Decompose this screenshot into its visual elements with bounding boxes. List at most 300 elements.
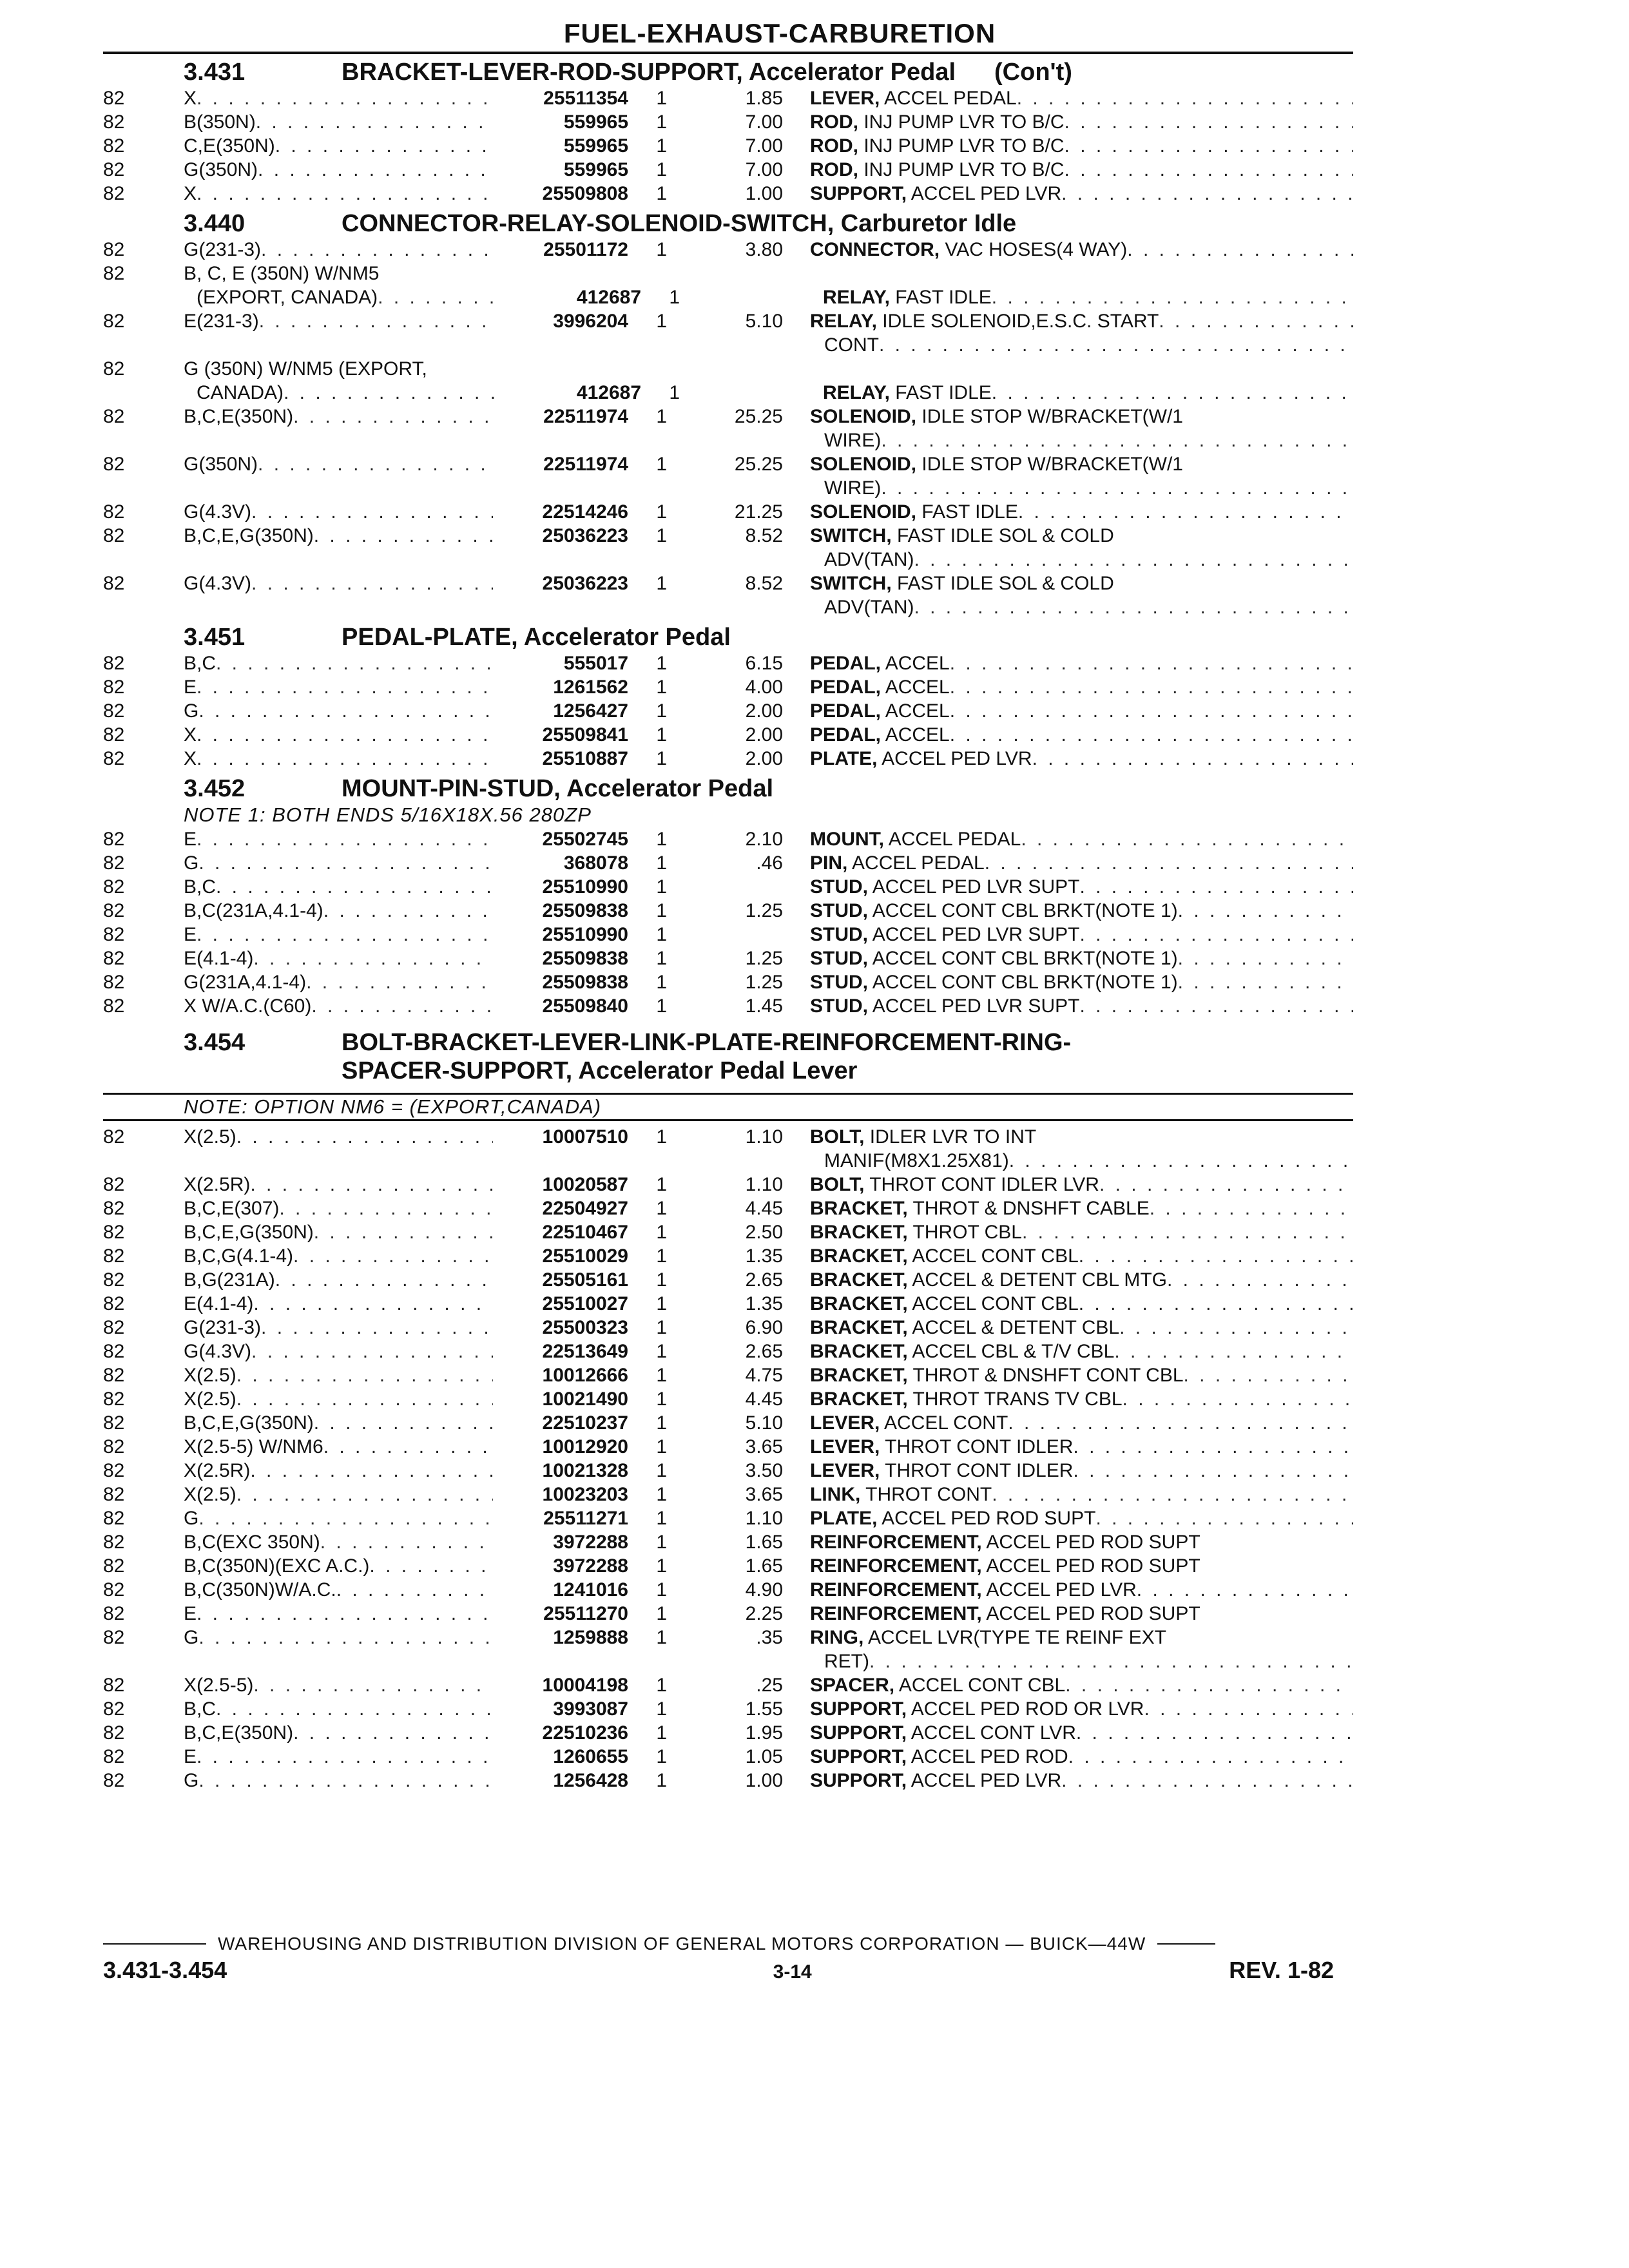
application-text: E(4.1-4): [184, 1293, 254, 1314]
section-name: [342, 58, 1327, 86]
description-text: [810, 1173, 1099, 1196]
part-row: [103, 182, 1327, 206]
list-price: 3.65: [745, 1484, 783, 1505]
model-year: 82: [103, 1675, 125, 1696]
description-noun: BRACKET,: [810, 1317, 908, 1338]
model-year: 82: [103, 724, 125, 745]
description-detail: THROT CBL: [912, 1222, 1022, 1243]
list-price: 7.00: [745, 159, 783, 180]
description-detail: THROT CONT IDLER LVR: [869, 1174, 1099, 1195]
model-year: 82: [103, 1627, 125, 1648]
part-row: [103, 357, 1327, 381]
model-year: 82: [103, 573, 125, 594]
description-noun: ROD,: [810, 135, 858, 157]
application-text: E: [184, 924, 197, 945]
description-noun: SUPPORT,: [810, 1698, 907, 1720]
part-number: 1256427: [493, 699, 628, 723]
list-price: 1.00: [745, 1770, 783, 1791]
description: [810, 428, 1353, 452]
description-detail: THROT CONT IDLER: [885, 1460, 1074, 1481]
application-text: B,C(350N)(EXC A.C.): [184, 1555, 370, 1577]
description-text: [810, 572, 1114, 595]
description-noun: SWITCH,: [810, 525, 892, 546]
leader-dots: [992, 1483, 1353, 1506]
model-year: 82: [103, 1460, 125, 1481]
list-price: [673, 548, 810, 572]
description-detail: ACCEL CONT LVR: [911, 1722, 1076, 1744]
description-noun: RELAY,: [823, 382, 890, 403]
part-row: [103, 548, 1327, 572]
leader-dots: [1009, 1149, 1353, 1173]
description-noun: BRACKET,: [810, 1293, 908, 1314]
application-text: E: [184, 1603, 197, 1624]
footer-section-range: 3.431-3.454: [103, 1957, 227, 1983]
quantity: 1: [669, 382, 680, 403]
description: [810, 699, 1353, 723]
description: [810, 1173, 1353, 1196]
description: [810, 572, 1353, 595]
model-year: 82: [103, 876, 125, 898]
description: [810, 1769, 1353, 1792]
leader-dots: [1061, 182, 1353, 206]
description-detail: ACCEL: [885, 677, 950, 698]
description-noun: SOLENOID,: [810, 406, 917, 427]
description-noun: ROD,: [810, 111, 858, 133]
part-number: 25510887: [493, 747, 628, 771]
application-text: B,G(231A): [184, 1269, 275, 1291]
leader-dots: [1114, 1340, 1353, 1363]
list-price: 1.25: [745, 972, 783, 993]
quantity: 1: [656, 111, 667, 133]
list-price: [673, 923, 810, 947]
leader-dots: [881, 428, 1353, 452]
list-price: .25: [756, 1675, 783, 1696]
model-year: 82: [103, 1770, 125, 1791]
description: [810, 1578, 1353, 1602]
part-row: [103, 1149, 1327, 1173]
part-row: [103, 428, 1327, 452]
description: [810, 1506, 1353, 1530]
list-price: 1.55: [745, 1698, 783, 1720]
model-year: 82: [103, 677, 125, 698]
part-row: [103, 134, 1327, 158]
part-row: [103, 747, 1327, 771]
description-noun: BRACKET,: [810, 1269, 908, 1291]
list-price: [673, 1149, 810, 1173]
quantity: 1: [656, 1722, 667, 1744]
description-text: [810, 1602, 1200, 1626]
quantity: 1: [656, 1126, 667, 1148]
description-text: [810, 675, 950, 699]
quantity: 1: [656, 1317, 667, 1338]
leader-dots: [1178, 947, 1353, 970]
description: [810, 1292, 1353, 1316]
application-text: E(231-3): [184, 311, 259, 332]
description: [810, 1673, 1353, 1697]
quantity: 1: [656, 924, 667, 945]
quantity: 1: [656, 948, 667, 969]
quantity: [628, 1149, 673, 1173]
description-detail: THROT CONT: [865, 1484, 992, 1505]
model-year: 82: [103, 1532, 125, 1553]
part-row: [103, 110, 1327, 134]
description-noun: LINK,: [810, 1484, 861, 1505]
model-year: 82: [103, 1389, 125, 1410]
description-text: [810, 651, 950, 675]
list-price: [673, 875, 810, 899]
list-price: [673, 595, 810, 619]
list-price: 8.52: [745, 573, 783, 594]
part-row: [103, 1483, 1327, 1506]
description: [810, 1125, 1353, 1149]
model-year: 82: [103, 924, 125, 945]
quantity: 1: [656, 1746, 667, 1767]
part-row: [103, 285, 1327, 309]
description-text: [810, 1697, 1144, 1721]
part-number: 25510029: [493, 1244, 628, 1268]
part-number: 22514246: [493, 500, 628, 524]
quantity: [628, 548, 673, 572]
description-noun: SOLENOID,: [810, 501, 917, 523]
description-noun: RING,: [810, 1627, 864, 1648]
model-year: 82: [103, 525, 125, 546]
leader-dots: [1079, 1292, 1353, 1316]
model-year: 82: [103, 748, 125, 769]
leader-dots: [950, 723, 1353, 747]
application-text: G: [184, 700, 199, 722]
model-year: 82: [103, 1198, 125, 1219]
model-year: 82: [103, 311, 125, 332]
application-text: X(2.5R): [184, 1174, 251, 1195]
quantity: 1: [656, 995, 667, 1017]
list-price: [673, 333, 810, 357]
quantity: 1: [656, 1389, 667, 1410]
part-number: 25036223: [493, 572, 628, 595]
list-price: 2.25: [745, 1603, 783, 1624]
part-number: 25036223: [493, 524, 628, 548]
description: [810, 827, 1353, 851]
model-year: 82: [103, 159, 125, 180]
model-year: 82: [103, 135, 125, 157]
application-text: E: [184, 677, 197, 698]
description-detail: ACCEL PED LVR: [882, 748, 1032, 769]
leader-dots: [914, 548, 1353, 572]
description-detail: ACCEL PED LVR SUPT: [872, 995, 1080, 1017]
description-noun: PEDAL,: [810, 653, 882, 674]
description: [810, 1149, 1353, 1173]
part-number: 25511271: [493, 1506, 628, 1530]
part-number: 412687: [506, 381, 641, 405]
part-number: 25509838: [493, 899, 628, 923]
description-continued: ADV(TAN): [824, 597, 914, 618]
description-text: [810, 827, 1021, 851]
list-price: 4.45: [745, 1198, 783, 1219]
description-detail: ACCEL CONT CBL: [898, 1675, 1066, 1696]
description-text: [810, 1125, 1036, 1149]
list-price: 1.35: [745, 1245, 783, 1267]
description-detail: FAST IDLE: [895, 382, 992, 403]
list-price: [686, 285, 823, 309]
description-continued: ADV(TAN): [824, 549, 914, 570]
part-row: [103, 827, 1327, 851]
description: [810, 452, 1353, 476]
description-noun: SUPPORT,: [810, 183, 907, 204]
part-number: 22510237: [493, 1411, 628, 1435]
section-name-line-2: SPACER-SUPPORT, Accelerator Pedal Lever: [342, 1057, 858, 1084]
description: [810, 1649, 1353, 1673]
description: [810, 899, 1353, 923]
part-row: [103, 405, 1327, 428]
page-footer: [103, 1934, 1334, 1984]
description-noun: PIN,: [810, 852, 848, 874]
quantity: 1: [656, 829, 667, 850]
leader-dots: [1079, 923, 1353, 947]
part-row: [103, 1649, 1327, 1673]
description: [810, 1244, 1353, 1268]
description-continued: CONT: [824, 334, 879, 356]
description-noun: STUD,: [810, 900, 868, 921]
application-text: G(4.3V): [184, 501, 252, 523]
description-detail: FAST IDLE SOL & COLD: [897, 573, 1114, 594]
footer-line: [103, 1934, 1334, 1954]
list-price: 25.25: [734, 406, 783, 427]
list-price: 4.00: [745, 677, 783, 698]
application-text: G(350N): [184, 159, 258, 180]
description: [810, 110, 1353, 134]
description: [810, 1602, 1353, 1626]
part-row: [103, 1697, 1327, 1721]
list-price: 2.65: [745, 1269, 783, 1291]
description-noun: STUD,: [810, 924, 868, 945]
quantity: 1: [656, 724, 667, 745]
description-text: [810, 947, 1178, 970]
part-number: 10012666: [493, 1363, 628, 1387]
description: [810, 1459, 1353, 1483]
part-row: [103, 923, 1327, 947]
description-detail: ACCEL PED ROD SUPT: [986, 1532, 1200, 1553]
section-title: [103, 1028, 1327, 1085]
application-text: B,C: [184, 653, 217, 674]
model-year: 82: [103, 1603, 125, 1624]
leader-dots: [1073, 1459, 1353, 1483]
model-year: 82: [103, 406, 125, 427]
model-year: 82: [103, 995, 125, 1017]
list-price: 1.25: [745, 948, 783, 969]
part-row: [103, 1602, 1327, 1626]
description-detail: ACCEL CONT CBL BRKT(NOTE 1): [872, 948, 1178, 969]
part-number: 25509838: [493, 947, 628, 970]
description-text: [810, 238, 1127, 262]
application-text: B,C,E(350N): [184, 1722, 294, 1744]
note-spacer: [103, 1085, 1327, 1093]
description-noun: PEDAL,: [810, 700, 882, 722]
description-noun: PLATE,: [810, 748, 878, 769]
description: [810, 1363, 1353, 1387]
leader-dots: [1018, 500, 1353, 524]
model-year: 82: [103, 1222, 125, 1243]
parts-catalog-page: [103, 18, 1327, 1792]
description-text: [810, 851, 985, 875]
section-title: [103, 209, 1327, 238]
part-row: [103, 500, 1327, 524]
description-detail: ACCEL PED ROD OR LVR: [911, 1698, 1144, 1720]
list-price: 5.10: [745, 311, 783, 332]
description-detail: ACCEL: [885, 653, 950, 674]
section-number: 3.431: [184, 59, 246, 86]
part-number: 10023203: [493, 1483, 628, 1506]
application-text: X: [184, 183, 197, 204]
part-row: [103, 86, 1327, 110]
description-text: [810, 1340, 1114, 1363]
description: [823, 285, 1353, 309]
list-price: 2.00: [745, 724, 783, 745]
section-name-line: BOLT-BRACKET-LEVER-LINK-PLATE-REINFORCEMENT-RING-: [342, 1029, 1072, 1056]
section-number: 3.452: [184, 775, 246, 802]
list-price: 7.00: [745, 135, 783, 157]
model-year: 82: [103, 948, 125, 969]
part-row: [103, 1745, 1327, 1769]
part-number: 10020587: [493, 1173, 628, 1196]
quantity: 1: [656, 1770, 667, 1791]
leader-dots: [1167, 1268, 1353, 1292]
leader-dots: [1123, 1387, 1353, 1411]
part-number: 368078: [493, 851, 628, 875]
section-name-line: BRACKET-LEVER-ROD-SUPPORT, Accelerator Pedal: [342, 59, 956, 86]
description-detail: INJ PUMP LVR TO B/C: [863, 135, 1065, 157]
description-text: [810, 1196, 1150, 1220]
part-number: 559965: [493, 158, 628, 182]
description-noun: STUD,: [810, 972, 868, 993]
model-year: 82: [103, 653, 125, 674]
quantity: 1: [656, 1555, 667, 1577]
part-number: 1259888: [493, 1626, 628, 1649]
description: [810, 1530, 1353, 1554]
model-year: 82: [103, 1174, 125, 1195]
leader-dots: [992, 285, 1353, 309]
model-year: [103, 428, 184, 452]
part-row: [103, 1220, 1327, 1244]
part-row: [103, 309, 1327, 333]
description-noun: LEVER,: [810, 1412, 880, 1434]
application-text: CANADA): [197, 382, 284, 403]
list-price: 2.65: [745, 1341, 783, 1362]
model-year: 82: [103, 183, 125, 204]
part-number: 10021490: [493, 1387, 628, 1411]
section-continued: (Con't): [994, 59, 1072, 86]
part-row: [103, 1769, 1327, 1792]
description: [810, 548, 1353, 572]
section-name: [342, 209, 1327, 238]
description-detail: ACCEL CBL & T/V CBL: [912, 1341, 1115, 1362]
model-year: 82: [103, 1436, 125, 1457]
description-noun: BRACKET,: [810, 1222, 908, 1243]
quantity: 1: [656, 1341, 667, 1362]
section-title: [103, 774, 1327, 803]
description-noun: SUPPORT,: [810, 1770, 907, 1791]
description-detail: ACCEL PED ROD: [911, 1746, 1068, 1767]
part-row: [103, 333, 1327, 357]
description-detail: IDLE STOP W/BRACKET(W/1: [921, 454, 1183, 475]
part-row: [103, 875, 1327, 899]
part-number: 25511270: [493, 1602, 628, 1626]
part-row: [103, 1125, 1327, 1149]
description-detail: THROT & DNSHFT CABLE: [912, 1198, 1150, 1219]
application-text: B,C,E(307): [184, 1198, 280, 1219]
quantity: [628, 595, 673, 619]
description-text: [810, 86, 1017, 110]
part-row: [103, 1363, 1327, 1387]
part-row: [103, 947, 1327, 970]
model-year: 82: [103, 1317, 125, 1338]
description: [810, 1220, 1353, 1244]
part-row: [103, 899, 1327, 923]
description-detail: INJ PUMP LVR TO B/C: [863, 111, 1065, 133]
part-row: [103, 1673, 1327, 1697]
note-rule-bottom: [103, 1119, 1353, 1121]
list-price: 3.65: [745, 1436, 783, 1457]
list-price: 7.00: [745, 111, 783, 133]
description-text: [810, 1316, 1119, 1340]
leader-dots: [1008, 1411, 1353, 1435]
leader-dots: [869, 1649, 1353, 1673]
list-price: 2.10: [745, 829, 783, 850]
model-year: 82: [103, 1341, 125, 1362]
description: [810, 851, 1353, 875]
model-year: [103, 381, 184, 405]
model-year: 82: [103, 1746, 125, 1767]
description-noun: MOUNT,: [810, 829, 884, 850]
model-year: [103, 1149, 184, 1173]
part-number: 555017: [493, 651, 628, 675]
part-row: [103, 1459, 1327, 1483]
application-text: B,C,E,G(350N): [184, 1412, 314, 1434]
part-row: [103, 1435, 1327, 1459]
description-text: [810, 1673, 1065, 1697]
model-year: 82: [103, 1484, 125, 1505]
description-noun: SWITCH,: [810, 573, 892, 594]
description-detail: ACCEL PEDAL: [852, 852, 985, 874]
list-price: 1.10: [745, 1174, 783, 1195]
quantity: 1: [669, 287, 680, 308]
sections-container: [103, 58, 1327, 1792]
model-year: [103, 476, 184, 500]
application-text: X(2.5R): [184, 1460, 251, 1481]
description-noun: RELAY,: [823, 287, 890, 308]
model-year: [103, 1649, 184, 1673]
description: [810, 262, 1353, 285]
section-note: NOTE: OPTION NM6 = (EXPORT,CANADA): [184, 1095, 602, 1118]
description: [810, 1483, 1353, 1506]
description-detail: ACCEL PED ROD SUPT: [986, 1603, 1200, 1624]
model-year: 82: [103, 88, 125, 109]
section-number: 3.451: [184, 624, 246, 651]
description-text: [810, 1363, 1184, 1387]
description-noun: PEDAL,: [810, 724, 882, 745]
part-number: [493, 1149, 628, 1173]
list-price: [673, 476, 810, 500]
footer-rule-left: [103, 1943, 206, 1945]
list-price: 6.90: [745, 1317, 783, 1338]
list-price: 1.95: [745, 1722, 783, 1744]
description-text: [810, 1268, 1167, 1292]
part-number: 22510467: [493, 1220, 628, 1244]
list-price: 1.00: [745, 183, 783, 204]
part-number: 3996204: [493, 309, 628, 333]
application-text: G(231-3): [184, 239, 262, 260]
list-price: 1.10: [745, 1126, 783, 1148]
list-price: 5.10: [745, 1412, 783, 1434]
part-number: 25505161: [493, 1268, 628, 1292]
